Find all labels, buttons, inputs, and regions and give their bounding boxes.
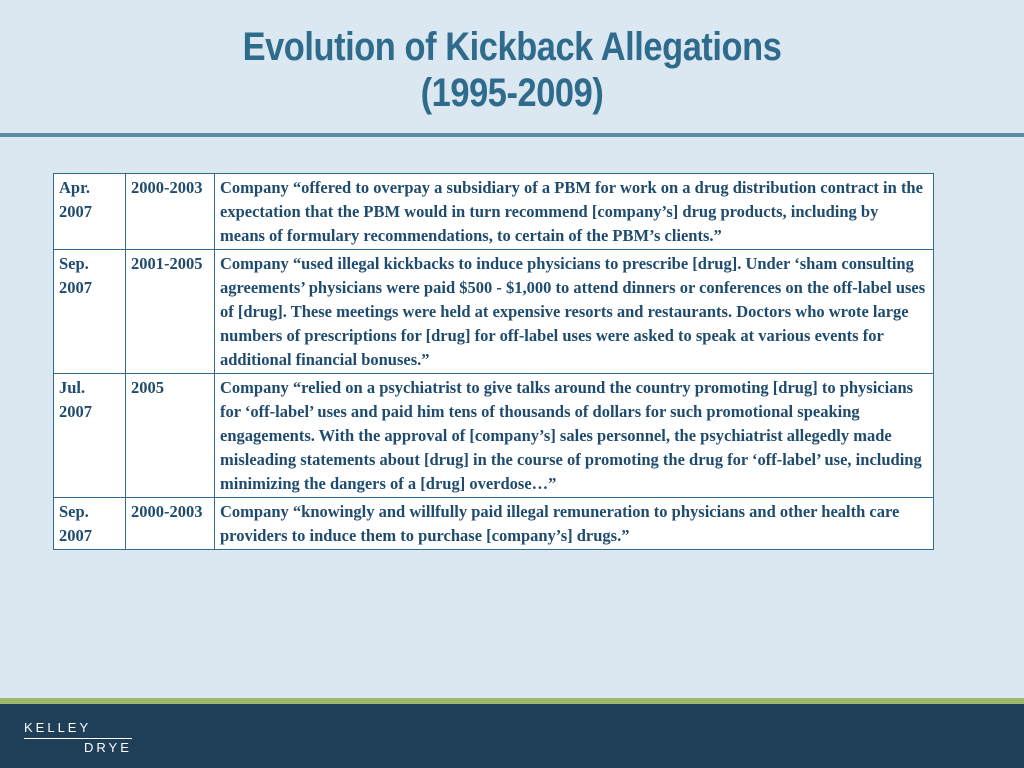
date-cell: Sep. 2007	[54, 498, 126, 550]
allegations-table	[53, 173, 934, 550]
date-cell: Sep. 2007	[54, 250, 126, 374]
date-cell: Apr. 2007	[54, 174, 126, 250]
title-divider	[0, 133, 1024, 137]
footer-bar	[0, 704, 1024, 768]
logo-word-kelley: KELLEY	[24, 720, 92, 735]
table-row	[54, 374, 934, 498]
allegation-cell: Company “relied on a psychiatrist to give talks around the country promoting [drug] to physicians for ‘off-label’ uses and paid him tens of thousands of dollars for such promotional speaking engagements. With the approval of [company’s] sales personnel, the psychiatrist allegedly made misleading statements about [drug] in the course of promoting the drug for ‘off-label’ use, including minimizing the dangers of a [drug] overdose…”	[215, 374, 934, 498]
allegation-cell: Company “offered to overpay a subsidiary of a PBM for work on a drug distribution contract in the expectation that the PBM would in turn recommend [company’s] drug products, including by means of formulary recommendations, to certain of the PBM’s clients.”	[215, 174, 934, 250]
table-row	[54, 498, 934, 550]
allegations-table-container	[53, 173, 934, 550]
years-cell: 2000-2003	[126, 174, 215, 250]
years-cell: 2000-2003	[126, 498, 215, 550]
logo-rule	[24, 738, 132, 739]
years-cell: 2005	[126, 374, 215, 498]
date-cell: Jul. 2007	[54, 374, 126, 498]
years-cell: 2001-2005	[126, 250, 215, 374]
slide-subtitle: (1995-2009)	[420, 71, 604, 115]
slide-title-area	[0, 0, 1024, 132]
logo-word-drye: DRYE	[84, 740, 132, 755]
kelley-drye-logo	[24, 720, 134, 760]
slide-title: Evolution of Kickback Allegations	[242, 25, 782, 69]
table-row	[54, 250, 934, 374]
allegation-cell: Company “knowingly and willfully paid illegal remuneration to physicians and other health care providers to induce them to purchase [company’s] drugs.”	[215, 498, 934, 550]
table-row	[54, 174, 934, 250]
allegation-cell: Company “used illegal kickbacks to induce physicians to prescribe [drug]. Under ‘sham consulting agreements’ physicians were paid $500 - $1,000 to attend dinners or conferences on the off-label uses of [drug]. These meetings were held at expensive resorts and restaurants. Doctors who wrote large numbers of prescriptions for [drug] for off-label uses were asked to speak at various events for additional financial bonuses.”	[215, 250, 934, 374]
